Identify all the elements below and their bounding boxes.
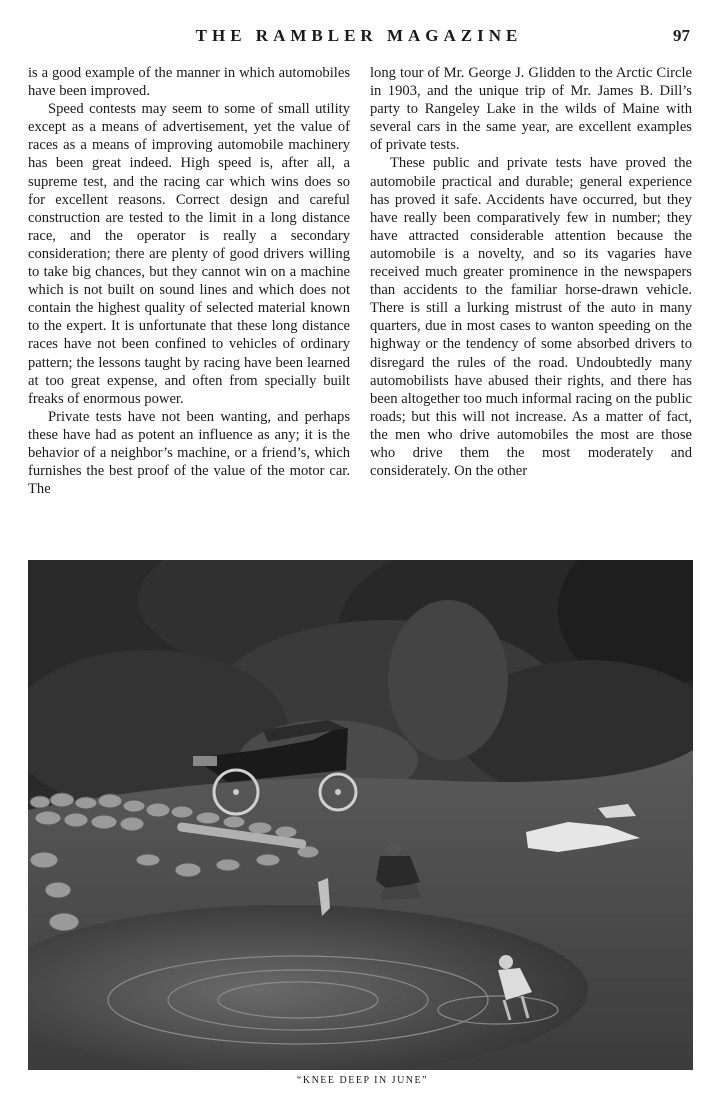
photograph-knee-deep-in-june	[28, 560, 693, 1070]
photo-caption: “KNEE DEEP IN JUNE”	[296, 1075, 429, 1086]
photo-illustration	[28, 560, 693, 1070]
forest-trees	[28, 560, 693, 810]
paragraph: These public and private tests have proved the automobile practical and durable; general experience has proved it safe. Accidents have occurred, but they have really been comparatively few in number; they have attracted considerable attention because the automobile is a novelty, and so its vagaries have received much greater prominence in the newspapers than accidents to the familiar horse-drawn vehicle. There is still a lurking mistrust of the auto in many quarters, due in most cases to wanton speeding on the highway or the tendency of some absorbed drivers to disregard the rules of the road. Undoubtedly many automobilists have abused their rights, and there has been altogether too much informal racing on the public roads; but this will not increase. As a matter of fact, the men who drive automobiles the most are those who drive them the most moderately and considerately. On the other	[370, 155, 692, 480]
paragraph: Speed contests may seem to some of small utility except as a means of advertisement, yet the value of races as a means of improving automobile machinery has been great indeed. High speed is, after all, a supreme test, and the racing car which wins does so for excellent reasons. Correct design and careful construction are tested to the limit in a long distance race, and the operator is really a secondary consideration; there are plenty of good drivers willing to take big chances, but they cannot win on a machine which is not built on sound lines and which does not contain the highest quality of selected material known to the expert. It is unfortunate that these long distance races have not been confined to vehicles of ordinary pattern; the lessons taught by racing have been learned at too great expense, and often from specially built freaks of enormous power.	[28, 101, 350, 407]
article-body	[28, 64, 692, 552]
page-number: 97	[673, 26, 690, 45]
left-column	[28, 64, 350, 552]
paragraph: Private tests have not been wanting, and perhaps these have had as potent an influence as any; it is the behavior of a neighbor’s machine, or a friend’s, which furnishes the best proof of the value of the motor car. The	[28, 408, 350, 498]
paragraph: is a good example of the manner in which automobiles have been improved.	[28, 65, 350, 100]
magazine-title: THE RAMBLER MAGAZINE	[195, 26, 523, 45]
paragraph: long tour of Mr. George J. Glidden to the Arctic Circle in 1903, and the unique trip of Mr. James B. Dill’s party to Rangeley Lake in the wilds of Maine with several cars in the same year, are excellent examples of private tests.	[370, 65, 692, 154]
right-column	[370, 64, 692, 552]
running-header	[28, 26, 690, 48]
